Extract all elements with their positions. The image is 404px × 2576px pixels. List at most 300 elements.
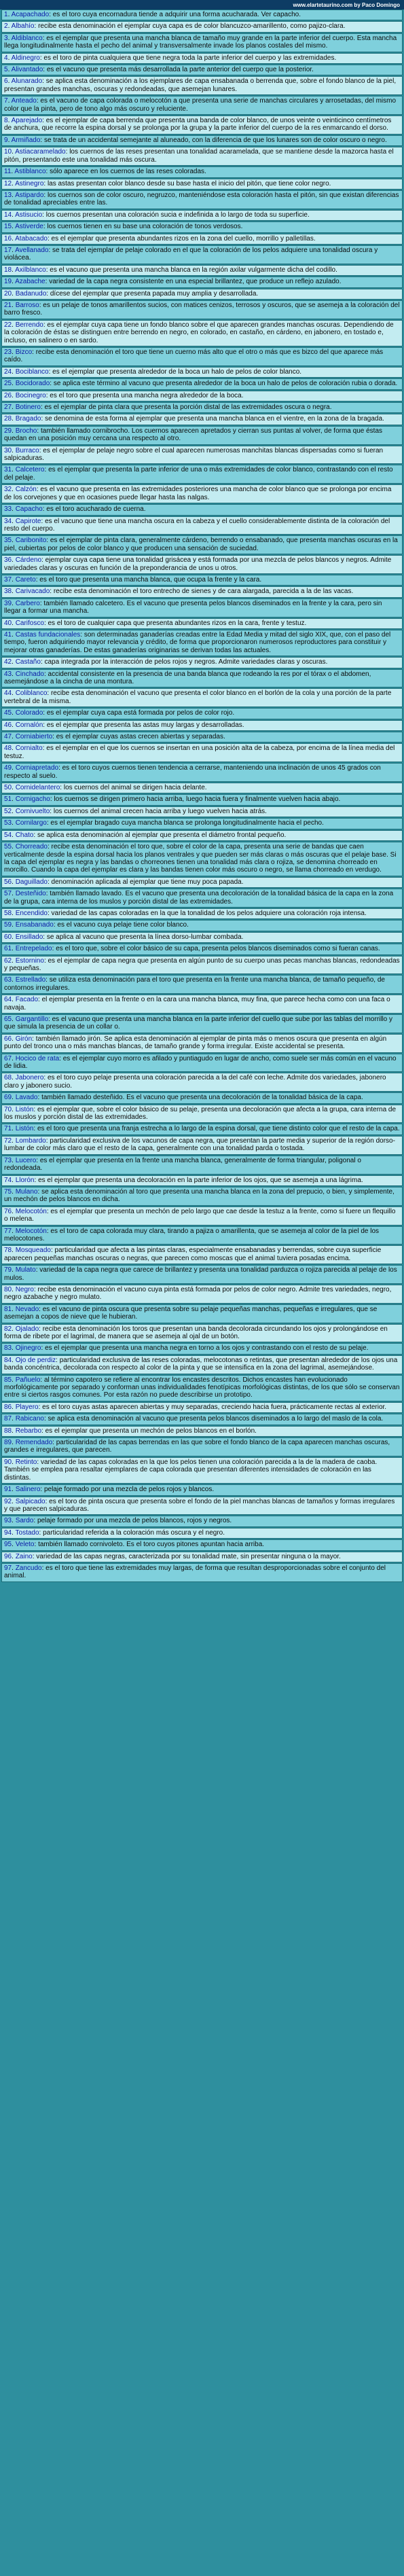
glossary-entry: 16. Atabacado: es el ejemplar que presenta abundantes rizos en la zona del cuello, morrillo y palletillas. [1, 234, 403, 245]
entry-term: Atabacado [15, 234, 48, 243]
entry-term: Entrepelado [15, 945, 52, 953]
entry-number: 43 [4, 670, 12, 678]
entry-number: 2 [4, 22, 8, 31]
glossary-entry: 10. Astiacaramelado: los cuernos de las reses presentan una tonalidad acaramelada, que se mantiene desde la mazorca hasta el pitón, presentando este una tonalidad más oscura. [1, 147, 403, 166]
entry-definition: recibe esta denominación el toro que, sobre el color de la capa, presenta una serie de bandas que caen verticalmente desde la espina dorsal hacia los planos ventrales y que pueden ser más claras o más oscuras que el pelaje base. Si la capa del ejemplar es negra y las bandas o chorreones tienen una tonalidad más clara o rojiza, se denomina chorreado en morcillo. Cuando la capa del ejemplar es clara y las bandas tienen color más oscuro o negro, se llama chorreado en verdugo. [4, 843, 397, 874]
entry-definition: es el ejemplar que, sobre el color básico de su pelaje, presenta una decoloración que afecta a la grupa, cara interna de los muslos y porción distal de las extremidades. [4, 1105, 397, 1122]
entry-number: 79 [4, 1266, 12, 1274]
glossary-entry: 5. Alivantado: es el vacuno que presenta más desarrollada la parte anterior del cuerpo que la posterior. [1, 65, 403, 75]
entry-term: Mosqueado [15, 1247, 51, 1255]
glossary-entry: 36. Cárdeno: ejemplar cuya capa tiene una tonalidad grisácea y está formada por una mezcla de pelos blancos y negros. Admite variedades claras y oscuras en función de la preponderancia de unos u otros. [1, 555, 403, 574]
glossary-entry: 31. Calcetero: es el ejemplar que presenta la parte inferior de una o más extremidades de color blanco, contrastando con el resto del pelaje. [1, 465, 403, 484]
entry-number: 86 [4, 1403, 12, 1411]
glossary-entry: 66. Girón: también llamado jirón. Se aplica esta denominación al ejemplar de pinta más o menos oscura que presenta en algún punto del tronco una o más manchas blancas, de tamaño grande y forma irregular. Existe accidental se presenta. [1, 1034, 403, 1053]
entry-term: Capirote [15, 517, 41, 525]
entry-definition: se utiliza esta denominación para el toro que presenta en la frente una mancha blanca, de tamaño pequeño, de contornos irregulares. [4, 976, 385, 992]
glossary-entry: 94. Tostado: particularidad referida a la coloración más oscura y el negro. [1, 1528, 403, 1539]
glossary-entry: 55. Chorreado: recibe esta denominación el toro que, sobre el color de la capa, presenta una serie de bandas que caen verticalmente desde la espina dorsal hacia los planos ventrales y que pueden ser más claras o más oscuras que el pelaje base. Si la capa del ejemplar es negra y las bandas o chorreones tienen una tonalidad más clara o rojiza, se denomina chorreado en morcillo. Cuando la capa del ejemplar es clara y las bandas tienen color más oscuro o negro, se llama chorreado en verdugo. [1, 842, 403, 876]
entry-term: Calcetero [15, 466, 45, 474]
entry-term: Bizco [15, 348, 33, 356]
entry-number: 16 [4, 234, 12, 243]
glossary-entry: 53. Cornilargo: es el ejemplar bragado cuya mancha blanca se prolonga longitudinalmente hacia el pecho. [1, 818, 403, 829]
entry-term: Melocotón [15, 1207, 47, 1215]
entry-definition: se aplica esta denominación al ejemplar que presenta el diámetro frontal pequeño. [37, 831, 287, 839]
entry-number: 11 [4, 168, 12, 176]
entry-definition: es el toro de cualquier capa que presenta abundantes rizos en la cara, frente y testuz. [48, 619, 307, 627]
glossary-entry: 97. Zancudo: es el toro que tiene las extremidades muy largas, de forma que resultan desproporcionadas sobre el conjunto del animal. [1, 1563, 403, 1582]
entry-definition: se aplica este término al vacuno que presenta alrededor de la boca un halo de pelos de coloración rubia o dorada. [53, 380, 398, 388]
entry-term: Mulato [15, 1266, 36, 1274]
entry-term: Astiacaramelado [15, 148, 66, 156]
glossary-entry: 17. Avellanado: se trata del ejemplar de pelaje colorado en el que la coloración de los pelos adquiere una tonalidad oscura y violácea. [1, 245, 403, 264]
entry-definition: es el ejemplar cuya capa tiene un fondo blanco sobre el que aparecen grandes manchas oscuras. Dependiendo de la coloración de éstas se distinguen entre berrendo en negro, en colorado, en castaño, en cárdeno, en jabonero, en tostado e, incluso, en salinero o en sardo. [4, 321, 394, 344]
entry-number: 27 [4, 404, 12, 412]
entry-term: Rebarbo [15, 1427, 42, 1435]
entry-number: 75 [4, 1187, 12, 1196]
glossary-entry: 34. Capirote: es el vacuno que tiene una mancha oscura en la cabeza y el cuello considerablemente distinta de la coloración del resto del cuerpo. [1, 516, 403, 535]
entry-number: 20 [4, 289, 12, 298]
entry-definition: es el toro de pinta oscura que presenta sobre el fondo de la piel manchas blancas de tamaños y formas irregulares y que parecen salpicaduras. [4, 1497, 395, 1513]
entry-term: Cornilargo [15, 819, 47, 827]
entry-number: 15 [4, 223, 12, 231]
entry-definition: es el ejemplar que presenta en la frente una mancha blanca, generalmente de forma triangular, poligonal o redondeada. [4, 1156, 361, 1173]
entry-definition: capa integrada por la interacción de pelos rojos y negros. Admite variedades claras y oscuras. [44, 658, 328, 666]
entry-definition: los cuernos del animal crecen hacia arriba y luego vuelven hacia atrás. [53, 807, 267, 815]
entry-definition: accidental consistente en la presencia de una banda blanca que rodeando la res por el tórax o el abdomen, asemejándose a la cincha de una montura. [4, 670, 371, 685]
entry-term: Veleto [15, 1541, 35, 1549]
entry-definition: también llamado cornivoleto. Es el toro cuyos pitones apuntan hacia arriba. [38, 1541, 265, 1549]
glossary-entry: 62. Estornino: es el ejemplar de capa negra que presenta en algún punto de su cuerpo unas pecas manchas blancas, redondeadas y pequeñas. [1, 956, 403, 975]
entry-term: Llorón [15, 1176, 35, 1184]
entry-term: Caribonito [15, 537, 47, 545]
glossary-entry: 33. Capacho: es el toro acucharado de cuerna. [1, 504, 403, 515]
entry-term: Capacho [15, 505, 43, 514]
entry-definition: al término capotero se refiere al encontrar los encastes descritos. Dichos encastes han evolucionado morfológicamente por separado y conforman unas individualidades fenotípicas morfológicas distintas, de los que sólo se conservan entre si ciertos rasgos comunes. Por esta razón no puede describirse un prototipo. [4, 1376, 400, 1399]
entry-term: Hocico de rata [15, 1054, 60, 1062]
entry-term: Negro [15, 1285, 34, 1293]
entry-definition: es el vacuno que presenta una mancha blanca en la región axilar vulgarmente dicha del codillo. [50, 266, 337, 274]
entry-definition: el ejemplar presenta en la frente o en la cara una mancha blanca, muy fina, que parece hecha como con una faca o navaja. [4, 996, 390, 1012]
entry-term: Astiverde [15, 223, 43, 231]
glossary-entry: 54. Chato: se aplica esta denominación al ejemplar que presenta el diámetro frontal pequeño. [1, 830, 403, 841]
entry-term: Tostado [15, 1528, 39, 1537]
glossary-entry: 1. Acapachado: es el toro cuya encornadura tiende a adquirir una forma acucharada. Ver capacho. [1, 10, 403, 20]
entry-number: 45 [4, 709, 12, 717]
glossary-entry: 24. Bociblanco: es el ejemplar que presenta alrededor de la boca un halo de pelos de color blanco. [1, 367, 403, 378]
glossary-entry: 80. Negro: recibe esta denominación el vacuno cuya pinta está formada por pelos de color negro. Admite tres variedades, negro, negro azabache y negro mulato. [1, 1285, 403, 1304]
entry-number: 90 [4, 1458, 12, 1466]
glossary-entry: 27. Botinero: es el ejemplar de pinta clara que presenta la porción distal de las extremidades oscura o negra. [1, 402, 403, 413]
entry-number: 26 [4, 391, 12, 399]
entry-definition: pelaje formado por una mezcla de pelos rojos y blancos. [43, 1486, 215, 1494]
entry-definition: es el ejemplar que presenta una mancha negra en torno a los ojos y contrastando con el resto de su pelaje. [45, 1344, 369, 1353]
entry-number: 54 [4, 831, 12, 839]
glossary-entry: 4. Aldinegro: es el toro de pinta cualquiera que tiene negra toda la parte inferior del cuerpo y las extremidades. [1, 53, 403, 64]
entry-term: Desteñido [15, 890, 46, 898]
entry-term: Brocho [15, 427, 37, 435]
entry-term: Cornigacho [15, 795, 50, 804]
glossary-entry: 76. Melocotón: es el ejemplar que presenta un mechón de pelo largo que cae desde la testuz a la frente, como si fuere un flequillo o melena. [1, 1206, 403, 1226]
entry-term: Nevado [15, 1305, 39, 1313]
glossary-entry: 92. Salpicado: es el toro de pinta oscura que presenta sobre el fondo de la piel manchas blancas de tamaños y formas irregulares y que parecen salpicaduras. [1, 1497, 403, 1516]
entry-number: 89 [4, 1439, 12, 1447]
glossary-entry: 32. Calzón: es el vacuno que presenta en las extremidades posteriores una mancha de color blanco que se prolonga por encima de los corvejones y que en ocasiones puede llegar hasta las nalgas. [1, 484, 403, 503]
entry-definition: las astas presentan color blanco desde su base hasta el inicio del pitón, que tiene color negro. [47, 179, 331, 187]
glossary-entry: 35. Caribonito: es el ejemplar de pinta clara, generalmente cárdeno, berrendo o ensabanado, que presenta manchas oscuras en la piel, cubiertas por pelos de color blanco y que producen una sensación de suciedad. [1, 535, 403, 554]
entry-term: Alivantado [11, 66, 43, 74]
glossary-entry: 75. Mulano: se aplica esta denominación al toro que presenta una mancha blanca en la zona del prepucio, o bien, y simplemente, un mechón de pelos blancos en dicha. [1, 1187, 403, 1206]
entry-term: Barroso [15, 301, 39, 309]
entry-definition: los cuernos tienen en su base una coloración de tonos verdosos. [47, 223, 243, 231]
glossary-entry: 13. Astipardo: los cuernos son de color oscuro, negruzco, manteniéndose esta coloración hasta el pitón, sin que existan diferencias de tonalidad apreciables entre las. [1, 190, 403, 209]
glossary-entry: 78. Mosqueado: particularidad que afecta a las pintas claras, especialmente ensabanadas y berrendas, sobre cuya superficie aparecen pequeñas manchas oscuras o negras, que parecen como moscas que el animal tuviera posadas encima. [1, 1245, 403, 1264]
entry-term: Facado [15, 996, 39, 1004]
glossary-entry: 86. Playero: es el toro cuyas astas aparecen abiertas y muy separadas, creciendo hacia fuera, prácticamente rectas al exterior. [1, 1402, 403, 1413]
entry-definition: es el vacuno que presenta una mancha blanca en la parte inferior del cuello que sube por las tablas del morrillo y que simula la presencia de un collar o. [4, 1016, 393, 1031]
glossary-entry: 69. Lavado: también llamado desteñido. Es el vacuno que presenta una decoloración de la tonalidad básica de la capa. [1, 1092, 403, 1103]
glossary-entry: 25. Bocidorado: se aplica este término al vacuno que presenta alrededor de la boca un halo de pelos de coloración rubia o dorada. [1, 378, 403, 389]
entry-term: Cárdeno [15, 556, 42, 565]
entry-number: 6 [4, 77, 8, 86]
entry-term: Cornialto [15, 745, 43, 753]
entry-number: 22 [4, 321, 12, 329]
glossary-entry: 61. Entrepelado: es el toro que, sobre el color básico de su capa, presenta pelos blancos diseminados como si fueran canas. [1, 944, 403, 954]
entry-term: Corniabierto [15, 733, 53, 741]
entry-term: Jabonero [15, 1074, 44, 1082]
entry-definition: es el ejemplar que presenta la parte inferior de una o más extremidades de color blanco, contrastando con el resto del pelaje. [4, 466, 393, 482]
entry-number: 13 [4, 191, 12, 199]
entry-number: 66 [4, 1035, 12, 1043]
entry-number: 82 [4, 1325, 12, 1333]
entry-number: 40 [4, 619, 12, 627]
entry-definition: también llamado cornibrocho. Los cuernos aparecen apretados y cierran sus puntas al volver, de forma que éstas quedan en una posición muy cercana una respecto al otro. [4, 427, 382, 443]
entry-definition: los cuernos de las reses presentan una tonalidad acaramelada, que se mantiene desde la mazorca hasta el pitón, presentando este una tonalidad más oscura. [4, 148, 394, 164]
entry-term: Carbero [15, 599, 40, 607]
entry-term: Armiñado [11, 136, 41, 144]
glossary-entry: 50. Cornidelantero: los cuernos del animal se dirigen hacia delante. [1, 783, 403, 793]
glossary-entry: 3. Aldiblanco: es el ejemplar que presenta una mancha blanca de tamaño muy grande en la parte inferior del cuerpo. Esta mancha llega longitudinalmente hasta el pecho del animal y transversalmente invade los planos costales del mismo. [1, 33, 403, 52]
entry-term: Zancudo [15, 1564, 42, 1572]
glossary-entry: 74. Llorón: es el ejemplar que presenta una decoloración en la parte inferior de los ojos, que se asemeja a una lágrima. [1, 1175, 403, 1186]
entry-definition: es el ejemplar que presenta una decoloración en la parte inferior de los ojos, que se asemeja a una lágrima. [38, 1176, 363, 1184]
glossary-entry: 58. Encendido: variedad de las capas coloradas en la que la tonalidad de los pelos adquiere una coloración roja intensa. [1, 908, 403, 919]
glossary-entry: 12. Astinegro: las astas presentan color blanco desde su base hasta el inicio del pitón, que tiene color negro. [1, 179, 403, 190]
entry-number: 71 [4, 1125, 12, 1133]
entry-definition: es un pelaje de tonos amarillentos sucios, con matices cenizos, terrosos y oscuros, que se asemeja a la coloración del barro fresco. [4, 301, 400, 317]
entry-definition: recibe esta denominación el vacuno cuya pinta está formada por pelos de color negro. Admite tres variedades, negro, negro azabache y negro mulato. [4, 1285, 392, 1302]
entry-number: 7 [4, 97, 8, 105]
glossary-entry: 26. Bocinegro: es el toro que presenta una mancha negra alrededor de la boca. [1, 391, 403, 401]
glossary-entry: 47. Corniabierto: es el ejemplar cuyas astas crecen abiertas y separadas. [1, 732, 403, 743]
entry-number: 8 [4, 117, 8, 125]
entry-definition: se aplica esta denominación al toro que presenta una mancha blanca en la zona del prepucio, o bien, y simplemente, un mechón de pelos blancos en dicha. [4, 1187, 394, 1204]
entry-definition: recibe esta denominación el vacuno que presenta el color blanco en el borlón de la cola y una porción de la parte vertebral de la misma. [4, 690, 392, 705]
entry-definition: se aplica esta denominación al vacuno que presenta pelos blancos diseminados a lo largo del maslo de la cola. [48, 1415, 384, 1423]
entry-number: 52 [4, 807, 12, 815]
glossary-entry: 57. Desteñido: también llamado lavado. Es el vacuno que presenta una decoloración de la tonalidad básica de la capa en la zona de la grupa, cara interna de los muslos y porción distal de las extremidades. [1, 889, 403, 908]
entry-number: 38 [4, 588, 12, 596]
entry-definition: es el toro cuyo pelaje presenta una coloración parecida a la del café con leche. Admite dos variedades, jabonero claro y jabonero sucio. [4, 1074, 386, 1090]
entry-definition: son determinadas ganaderías creadas entre la Edad Media y mitad del siglo XIX, que, con el paso del tiempo, fueron adquiriendo mayor relevancia y crédito, de forma que proporcionaron numerosos reproductores para constituir y mejorar otras ganaderías. De estas ganaderías originarias se derivan todas las actuales. [4, 630, 391, 654]
entry-definition: los cuernos se dirigen primero hacia arriba, luego hacia fuera y finalmente vuelven hacia abajo. [54, 795, 341, 804]
entry-number: 92 [4, 1497, 12, 1505]
glossary-entry: 56. Daguillado: denominación aplicada al ejemplar que tiene muy poca papada. [1, 877, 403, 888]
entry-term: Ojinegro [15, 1344, 41, 1353]
entry-definition: es el toro que tiene las extremidades muy largas, de forma que resultan desproporcionadas sobre el conjunto del animal. [4, 1564, 386, 1580]
glossary-entry: 52. Cornivuelto: los cuernos del animal crecen hacia arriba y luego vuelven hacia atrás. [1, 806, 403, 817]
entry-term: Burraco [15, 446, 39, 454]
glossary-entry: 8. Aparejado: es el ejemplar de capa berrenda que presenta una banda de color blanco, de unos veinte o veinticinco centímetros de anchura, que recorre la espina dorsal y se prolonga por la grupa y la parte inferior del cuerpo de la res enmarcando el dorso. [1, 115, 403, 135]
entry-term: Astiblanco [14, 168, 46, 176]
glossary-entry: 39. Carbero: también llamado calcetero. Es el vacuno que presenta pelos blancos diseminados en la frente y la cara, pero sin llegar a formar una mancha. [1, 598, 403, 618]
glossary-entry: 72. Lombardo: particularidad exclusiva de los vacunos de capa negra, que presentan la parte media y superior de la región dorso-lumbar de color más claro que el resto de la capa, generalmente con una tonalidad parda o tostada. [1, 1136, 403, 1155]
entry-term: Ensillado [15, 933, 43, 941]
entry-number: 63 [4, 976, 12, 984]
entry-term: Anteado [11, 97, 37, 105]
entry-definition: es el toro de capa colorada muy clara, tirando a pajiza o amarillenta, que se asemeja al color de la piel de los melocotones. [4, 1227, 379, 1242]
entry-term: Melocotón [15, 1227, 47, 1235]
entry-number: 30 [4, 446, 12, 454]
entry-term: Coliblanco [15, 690, 48, 698]
glossary-entry: 85. Pañuelo: al término capotero se refiere al encontrar los encastes descritos. Dichos encastes han evolucionado morfológicamente por separado y conforman unas individualidades fenotípicas morfológicas distintas, de los que sólo se conservan entre si ciertos rasgos comunes. Por esta razón no puede describirse un prototipo. [1, 1375, 403, 1401]
glossary-entry: 6. Alunarado: se aplica esta denominación a los ejemplares de capa ensabanada o berrenda que, sobre el fondo blanco de la piel, presentan grandes manchas, oscuras y redondeadas, que asemejan lunares. [1, 76, 403, 95]
entry-number: 85 [4, 1376, 12, 1384]
entry-number: 65 [4, 1016, 12, 1023]
entry-term: Colorado [15, 709, 43, 717]
entry-number: 10 [4, 148, 12, 156]
entry-number: 39 [4, 599, 12, 607]
entry-definition: es el vacuno que presenta en las extremidades posteriores una mancha de color blanco que se prolonga por encima de los corvejones y que en ocasiones puede llegar hasta las nalgas. [4, 486, 392, 501]
glossary-entry: 41. Castas fundacionales: son determinadas ganaderías creadas entre la Edad Media y mitad del siglo XIX, que, con el paso del tiempo, fueron adquiriendo mayor relevancia y crédito, de forma que proporcionaron numerosos reproductores para constituir y mejorar otras ganaderías. De estas ganaderías originarias se derivan todas las actuales. [1, 630, 403, 656]
entry-definition: también llamado jirón. Se aplica esta denominación al ejemplar de pinta más o menos oscura que presenta en algún punto del tronco una o más manchas blancas, de tamaño grande y forma irregular. Existe accidental se presenta. [4, 1035, 387, 1051]
entry-number: 29 [4, 427, 12, 435]
entry-definition: es el toro cuyas astas aparecen abiertas y muy separadas, creciendo hacia fuera, prácticamente rectas al exterior. [42, 1403, 387, 1411]
entry-definition: es el vacuno que tiene una mancha oscura en la cabeza y el cuello considerablemente distinta de la coloración del resto del cuerpo. [4, 517, 390, 533]
entry-definition: los cuernos son de color oscuro, negruzco, manteniéndose esta coloración hasta el pitón, sin que existan diferencias de tonalidad apreciables entre las. [4, 191, 399, 207]
entry-definition: es el ejemplar que presenta un mechón de pelos blancos en el borlón. [45, 1427, 257, 1435]
entry-number: 69 [4, 1094, 12, 1102]
entry-definition: particularidad referida a la coloración más oscura y el negro. [43, 1528, 225, 1537]
glossary-entry: 49. Corniapretado: es el toro cuyos cuernos tienen tendencia a cerrarse, manteniendo una inclinación de unos 45 grados con respecto al suelo. [1, 763, 403, 782]
entry-number: 37 [4, 575, 12, 584]
entry-definition: variedad de la capa negra consistente en una especial brillantez, que produce un reflejo azulado. [49, 278, 342, 286]
entry-definition: es el toro acucharado de cuerna. [46, 505, 146, 514]
entry-term: Albahío [11, 22, 35, 31]
entry-number: 77 [4, 1227, 12, 1235]
entry-number: 46 [4, 721, 12, 729]
entry-number: 67 [4, 1054, 12, 1062]
entry-definition: también llamado calcetero. Es el vacuno que presenta pelos blancos diseminados en la frente y la cara, pero sin llegar a formar una mancha. [4, 599, 382, 615]
entry-number: 5 [4, 66, 8, 74]
entry-definition: también llamado desteñido. Es el vacuno que presenta una decoloración de la tonalidad básica de la capa. [41, 1094, 363, 1102]
glossary-entry: 29. Brocho: también llamado cornibrocho. Los cuernos aparecen apretados y cierran sus puntas al volver, de forma que éstas quedan en una posición muy cercana una respecto al otro. [1, 426, 403, 445]
entry-definition: dícese del ejemplar que presenta papada muy amplia y desarrollada. [50, 289, 259, 298]
entry-definition: recibe esta denominación el toro que tiene un cuerno más alto que el otro o más que es bizco del que aparece más caído. [4, 348, 384, 364]
glossary-entry: 23. Bizco: recibe esta denominación el toro que tiene un cuerno más alto que el otro o más que es bizco del que aparece más caído. [1, 347, 403, 366]
entry-definition: es el vacuno de capa colorada o melocotón a que presenta una serie de manchas circulares y arrosetadas, del mismo color que la pinta, pero de tono algo más oscuro y reluciente. [4, 97, 397, 113]
entry-term: Listón [15, 1125, 34, 1133]
entry-number: 55 [4, 843, 12, 851]
entry-number: 91 [4, 1486, 12, 1494]
header-text: www.elartetaurino.com by Paco Domingo [293, 1, 400, 8]
entry-definition: es el toro que presenta una mancha negra alrededor de la boca. [50, 391, 244, 399]
entry-number: 17 [4, 246, 12, 254]
glossary-entry: 9. Armiñado: se trata de un accidental semejante al aluneado, con la diferencia de que los lunares son de color oscuro o negro. [1, 135, 403, 146]
entry-number: 19 [4, 278, 12, 286]
entry-definition: es el ejemplar que presenta las astas muy largas y desarrolladas. [46, 721, 244, 729]
glossary-entry: 64. Facado: el ejemplar presenta en la frente o en la cara una mancha blanca, muy fina, que parece hecha como con una faca o navaja. [1, 995, 403, 1014]
entry-definition: recibe esta denominación los toros que presentan una banda decolorada circundando los ojos y prolongándose en forma de ribete por el lagrimal, de manera que se asemeja al ojal de un botón. [4, 1325, 388, 1340]
glossary-entry: 83. Ojinegro: es el ejemplar que presenta una mancha negra en torno a los ojos y contrastando con el resto de su pelaje. [1, 1343, 403, 1354]
entry-number: 53 [4, 819, 12, 827]
entry-number: 4 [4, 54, 8, 62]
glossary-entry: 87. Rabicano: se aplica esta denominación al vacuno que presenta pelos blancos diseminados a lo largo del maslo de la cola. [1, 1414, 403, 1425]
entry-term: Carivacado [15, 588, 50, 596]
entry-term: Ensabanado [15, 921, 54, 929]
entry-number: 21 [4, 301, 12, 309]
entry-term: Zaino [15, 1552, 33, 1560]
entry-definition: es el toro que presenta una franja estrecha a lo largo de la espina dorsal, que tiene distinto color que el resto de la capa. [37, 1125, 400, 1133]
entry-term: Girón [15, 1035, 33, 1043]
entry-number: 42 [4, 658, 12, 666]
entry-number: 28 [4, 415, 12, 423]
glossary-entry: 70. Listón: es el ejemplar que, sobre el color básico de su pelaje, presenta una decoloración que afecta a la grupa, cara interna de los muslos y porción distal de las extremidades. [1, 1105, 403, 1124]
glossary-entry: 89. Remendado: particularidad de las capas berrendas en las que sobre el fondo blanco de la capa aparecen manchas oscuras, grandes e irregulares, que parecen. [1, 1437, 403, 1456]
entry-definition: ejemplar cuya capa tiene una tonalidad grisácea y está formada por una mezcla de pelos blancos y negros. Admite variedades claras y oscuras en función de la preponderancia de unos u otros. [4, 556, 392, 572]
entry-number: 58 [4, 909, 12, 917]
entry-term: Cornalón [15, 721, 43, 729]
glossary-entry: 79. Mulato: variedad de la capa negra que carece de brillantez y presenta una tonalidad parduzca o rojiza parecida al pelaje de los mulos. [1, 1265, 403, 1284]
entry-number: 25 [4, 380, 12, 388]
entry-term: Berrendo [15, 321, 43, 329]
entry-number: 23 [4, 348, 12, 356]
entry-definition: es el vacuno cuya pelaje tiene color blanco. [57, 921, 189, 929]
glossary-entry: 42. Castaño: capa integrada por la interacción de pelos rojos y negros. Admite variedades claras y oscuras. [1, 657, 403, 668]
entry-term: Astipardo [15, 191, 44, 199]
glossary-entry: 44. Coliblanco: recibe esta denominación el vacuno que presenta el color blanco en el borlón de la cola y una porción de la parte vertebral de la misma. [1, 688, 403, 707]
glossary-entry: 71. Listón: es el toro que presenta una franja estrecha a lo largo de la espina dorsal, que tiene distinto color que el resto de la capa. [1, 1124, 403, 1134]
entry-definition: los cuernos presentan una coloración sucia e indefinida a lo largo de toda su superficie. [45, 211, 310, 219]
entry-definition: es el ejemplar cuyo morro es afilado y puntiagudo en lugar de ancho, como suele ser más común en el vacuno de lidia. [4, 1054, 397, 1071]
entry-number: 24 [4, 368, 12, 376]
entry-number: 41 [4, 630, 12, 639]
entry-term: Lucero [15, 1156, 37, 1164]
entry-term: Salpicado [15, 1497, 45, 1505]
entry-term: Bocidorado [15, 380, 50, 388]
entry-number: 88 [4, 1427, 12, 1435]
entry-number: 84 [4, 1356, 12, 1364]
glossary-entry: 63. Estrellado: se utiliza esta denominación para el toro que presenta en la frente una mancha blanca, de tamaño pequeño, de contornos irregulares. [1, 975, 403, 994]
entry-number: 76 [4, 1207, 12, 1215]
glossary-entry: 77. Melocotón: es el toro de capa colorada muy clara, tirando a pajiza o amarillenta, que se asemeja al color de la piel de los melocotones. [1, 1226, 403, 1245]
entry-term: Remendado [15, 1439, 53, 1447]
glossary-entry: 90. Retinto: variedad de las capas coloradas en la que los pelos tienen una coloración parecida a la de la madera de caoba. También se emplea para resaltar ejemplares de capa colorada que presentan diferentes intensidades de coloración en las distintas. [1, 1457, 403, 1484]
entry-definition: recibe esta denominación el toro entrecho de sienes y de cara alargada, parecida a la de las vacas. [53, 588, 354, 596]
entry-number: 59 [4, 921, 12, 929]
glossary-entry: 18. Axilblanco: es el vacuno que presenta una mancha blanca en la región axilar vulgarmente dicha del codillo. [1, 265, 403, 276]
glossary-entry: 51. Cornigacho: los cuernos se dirigen primero hacia arriba, luego hacia fuera y finalmente vuelven hacia abajo. [1, 794, 403, 805]
entry-definition: es el ejemplar que presenta alrededor de la boca un halo de pelos de color blanco. [52, 368, 302, 376]
glossary-entry: 38. Carivacado: recibe esta denominación el toro entrecho de sienes y de cara alargada, parecida a la de las vacas. [1, 586, 403, 597]
entry-term: Carifosco [15, 619, 44, 627]
entry-number: 57 [4, 890, 12, 898]
entry-number: 61 [4, 945, 12, 953]
glossary-entry: 43. Cinchado: accidental consistente en la presencia de una banda blanca que rodeando la res por el tórax o el abdomen, asemejándose a la cincha de una montura. [1, 669, 403, 688]
entry-number: 49 [4, 764, 12, 772]
entry-number: 12 [4, 179, 12, 187]
glossary-entry: 96. Zaino: variedad de las capas negras, caracterizada por su tonalidad mate, sin presentar ninguna o la mayor. [1, 1552, 403, 1562]
entry-definition: es el ejemplar que presenta una mancha blanca de tamaño muy grande en la parte inferior del cuerpo. Esta mancha llega longitudinalmente hasta el pecho del animal y transversalmente invade los planos costales del mismo. [4, 34, 397, 50]
entry-term: Sardo [15, 1517, 34, 1525]
entry-number: 60 [4, 933, 12, 941]
entry-number: 18 [4, 266, 12, 274]
entry-term: Lombardo [15, 1137, 46, 1145]
entry-term: Gargantillo [15, 1016, 49, 1023]
entry-definition: es el ejemplar de capa berrenda que presenta una banda de color blanco, de unos veinte o veinticinco centímetros de anchura, que recorre la espina dorsal y se prolonga por la grupa y la parte inferior del cuerpo de la res enmarcando el dorso. [4, 117, 392, 132]
glossary-entry: 37. Careto: es el toro que presenta una mancha blanca, que ocupa la frente y la cara. [1, 575, 403, 586]
entry-definition: es el toro cuyos cuernos tienen tendencia a cerrarse, manteniendo una inclinación de unos 45 grados con respecto al suelo. [4, 764, 381, 780]
entry-definition: variedad de las capas coloradas en la que la tonalidad de los pelos adquiere una coloración roja intensa. [51, 909, 367, 917]
entry-term: Ojalado [15, 1325, 39, 1333]
glossary-entry: 82. Ojalado: recibe esta denominación los toros que presentan una banda decolorada circundando los ojos y prolongándose en forma de ribete por el lagrimal, de manera que se asemeja al ojal de un botón. [1, 1324, 403, 1343]
entry-definition: es el ejemplar cuyas astas crecen abiertas y separadas. [56, 733, 225, 741]
entry-definition: variedad de la capa negra que carece de brillantez y presenta una tonalidad parduzca o rojiza parecida al pelaje de los mulos. [4, 1266, 397, 1282]
entry-definition: es el ejemplar de pelaje negro sobre el cual aparecen numerosas manchitas blancas dispersadas como si fueran salpicaduras. [4, 446, 384, 463]
entry-definition: denominación aplicada al ejemplar que tiene muy poca papada. [51, 878, 244, 886]
entry-definition: es el ejemplar de pinta clara, generalmente cárdeno, berrendo o ensabanado, que presenta manchas oscuras en la piel, cubiertas por pelos de color blanco y que producen una sensación de suciedad. [4, 537, 398, 552]
glossary-entry: 46. Cornalón: es el ejemplar que presenta las astas muy largas y desarrolladas. [1, 720, 403, 731]
entry-definition: particularidad de las capas berrendas en las que sobre el fondo blanco de la capa aparecen manchas oscuras, grandes e irregulares, que parecen. [4, 1439, 390, 1454]
glossary-entry: 65. Gargantillo: es el vacuno que presenta una mancha blanca en la parte inferior del cuello que sube por las tablas del morrillo y que simula la presencia de un collar o. [1, 1014, 403, 1033]
entry-definition: es el ejemplar cuya capa está formada por pelos de color rojo. [46, 709, 235, 717]
entry-number: 74 [4, 1176, 12, 1184]
entry-definition: es el toro de pinta cualquiera que tiene negra toda la parte inferior del cuerpo y las extremidades. [43, 54, 337, 62]
glossary-entry: 59. Ensabanado: es el vacuno cuya pelaje tiene color blanco. [1, 920, 403, 931]
glossary-entry: 30. Burraco: es el ejemplar de pelaje negro sobre el cual aparecen numerosas manchitas blancas dispersadas como si fueran salpicaduras. [1, 446, 403, 465]
glossary-entry: 73. Lucero: es el ejemplar que presenta en la frente una mancha blanca, generalmente de forma triangular, poligonal o redondeada. [1, 1156, 403, 1175]
entry-definition: es el vacuno que presenta más desarrollada la parte anterior del cuerpo que la posterior. [46, 66, 314, 74]
entry-term: Axilblanco [15, 266, 46, 274]
entry-number: 51 [4, 795, 12, 804]
entry-definition: se denomina de esta forma al ejemplar que presenta una mancha blanca en el vientre, en la zona de la bragada. [45, 415, 384, 423]
glossary-entry: 84. Ojo de perdiz: particularidad exclusiva de las reses coloradas, melocotonas o retintas, que presentan alrededor de los ojos una banda concéntrica, decolorada con respecto al color de la pinta y que se intensifica en la zona del lagrimal, asemejándose. [1, 1355, 403, 1374]
glossary-entry: 67. Hocico de rata: es el ejemplar cuyo morro es afilado y puntiagudo en lugar de ancho, como suele ser más común en el vacuno de lidia. [1, 1054, 403, 1073]
entry-definition: se trata de un accidental semejante al aluneado, con la diferencia de que los lunares son de color oscuro o negro. [43, 136, 387, 144]
entry-definition: es el ejemplar que presenta un mechón de pelo largo que cae desde la testuz a la frente, como si fuere un flequillo o melena. [4, 1207, 396, 1223]
entry-number: 80 [4, 1285, 12, 1293]
entry-number: 97 [4, 1564, 12, 1572]
entry-term: Aparejado [11, 117, 43, 125]
entry-definition: particularidad que afecta a las pintas claras, especialmente ensabanadas y berrendas, sobre cuya superficie aparecen pequeñas manchas oscuras o negras, que parecen como moscas que el animal tuviera posadas encima. [4, 1247, 382, 1262]
glossary-entry: 81. Nevado: es el vacuno de pinta oscura que presenta sobre su pelaje pequeñas manchas, pequeñas e irregulares, que se asemejan a copos de nieve que le hubieran. [1, 1304, 403, 1323]
entry-number: 95 [4, 1541, 12, 1549]
entry-number: 93 [4, 1517, 12, 1525]
entry-term: Lavado [15, 1094, 38, 1102]
entry-definition: los cuernos del animal se dirigen hacia delante. [63, 784, 207, 792]
entry-term: Botinero [15, 404, 41, 412]
entry-term: Bragado [15, 415, 41, 423]
glossary-entry: 40. Carifosco: es el toro de cualquier capa que presenta abundantes rizos en la cara, frente y testuz. [1, 618, 403, 629]
entry-term: Bociblanco [15, 368, 49, 376]
entry-term: Astinegro [15, 179, 44, 187]
entry-term: Avellanado [15, 246, 49, 254]
glossary-entry: 45. Colorado: es el ejemplar cuya capa está formada por pelos de color rojo. [1, 708, 403, 719]
entry-number: 78 [4, 1247, 12, 1255]
entry-term: Cornivuelto [15, 807, 50, 815]
entry-term: Aldiblanco [11, 34, 43, 42]
entry-definition: particularidad exclusiva de los vacunos de capa negra, que presentan la parte media y superior de la región dorso-lumbar de color más claro que el resto de la capa, generalmente con una tonalidad parda o tostada. [4, 1137, 395, 1153]
entry-term: Estrellado [15, 976, 46, 984]
